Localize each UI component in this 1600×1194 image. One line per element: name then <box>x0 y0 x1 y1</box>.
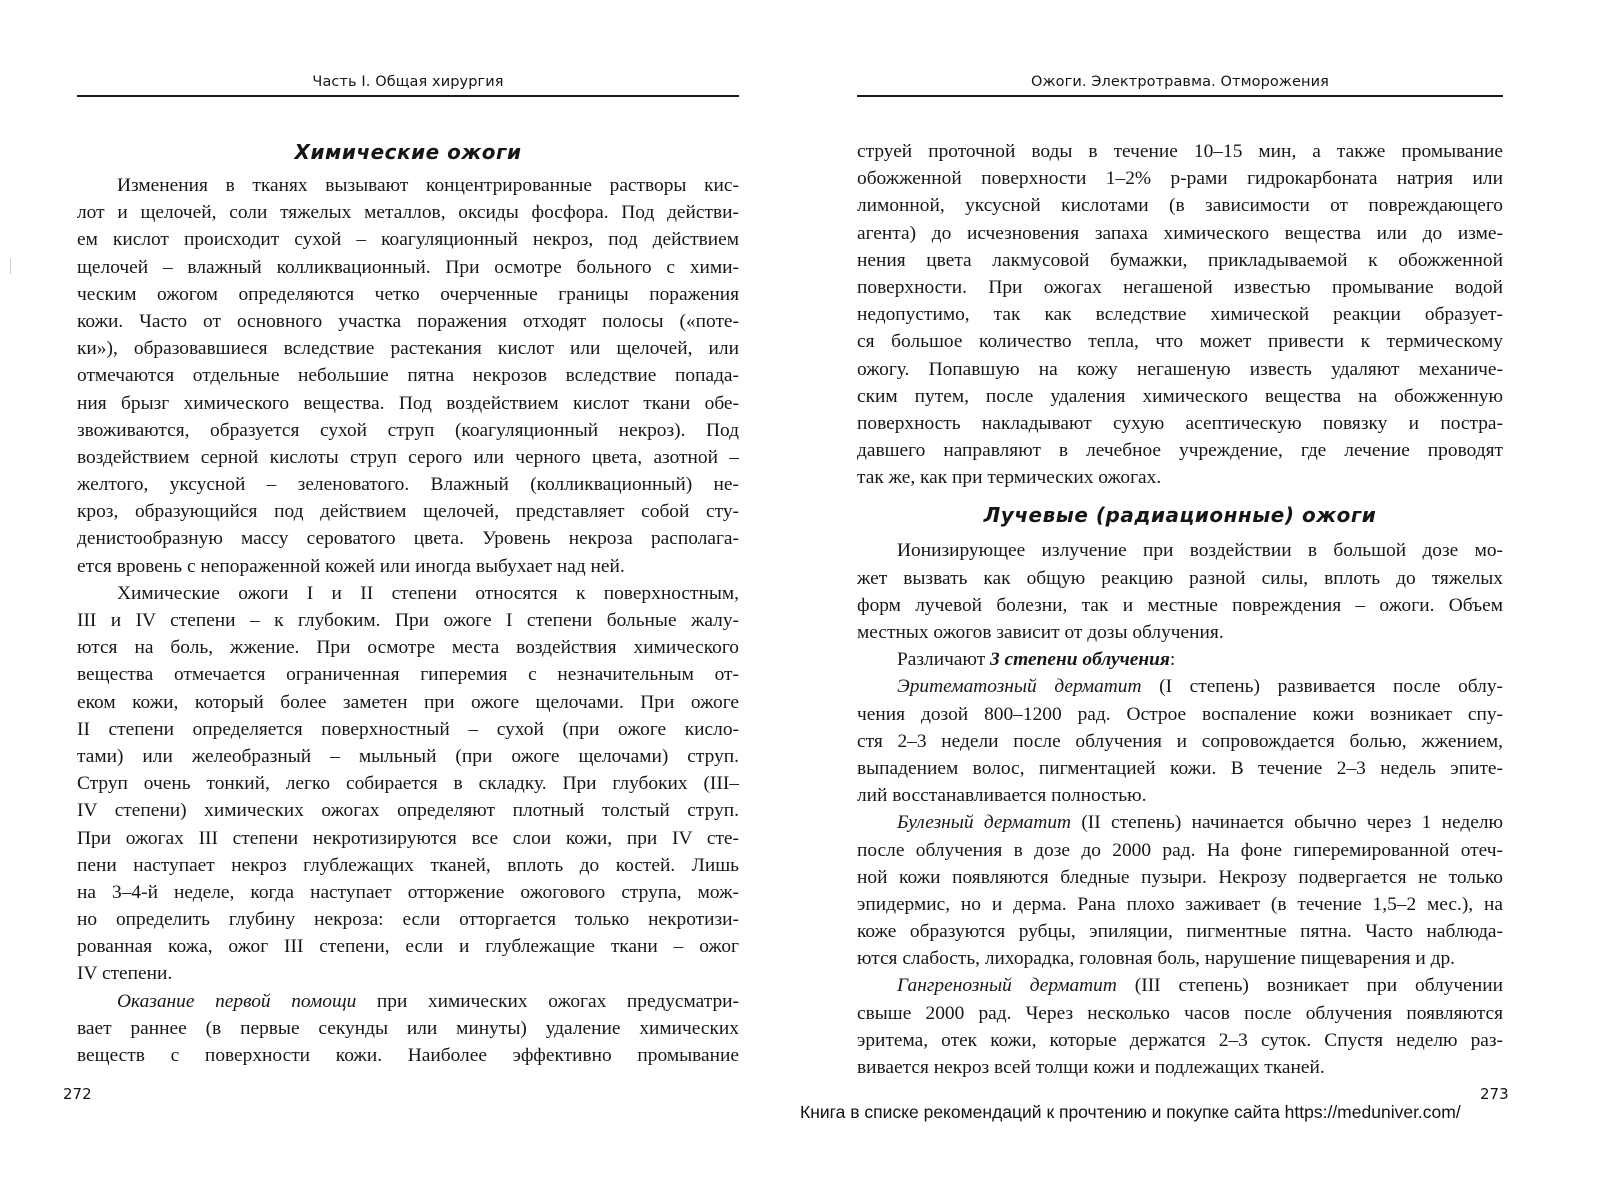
text-line <box>857 673 1503 700</box>
text-line: вещества отмечается ограниченная гиперемия с незначительным от- <box>77 664 739 686</box>
text-run: Различают <box>897 649 991 671</box>
text-line: местных ожогов зависит от дозы облучения. <box>857 622 1224 643</box>
text-line: кожи. Часто от основного участка поражения отходят полосы («поте- <box>77 310 739 332</box>
text-line: звоживаются, образуется сухой струп (коагуляционный некроз). Под <box>77 419 739 441</box>
text-line: ским путем, после удаления химического вещества на обожженную <box>857 385 1503 407</box>
text-run: (III степень) возникает при облучении <box>1116 975 1503 997</box>
text-line: пени наступает некроз глублежащих тканей, вплоть до костей. Лишь <box>77 854 739 876</box>
text-line: лимонной, уксусной кислотами (в зависимости от повреждающего <box>857 195 1503 217</box>
text-line: тами) или желеобразный – мыльный (при ожоге щелочами) струп. <box>77 745 739 767</box>
paragraph <box>77 580 739 988</box>
text-line: обожженной поверхности 1–2% р-рами гидрокарбоната натрия или <box>857 168 1503 190</box>
scan-mark <box>10 258 11 274</box>
text-line <box>857 972 1503 999</box>
text-line: вивается некроз всей толщи кожи и подлежащих тканей. <box>857 1057 1325 1078</box>
text-line: кроз, образующийся под действием щелочей, представляет собой сту- <box>77 501 739 523</box>
text-line: эритема, отек кожи, которые держатся 2–3 суток. Спустя неделю раз- <box>857 1029 1503 1051</box>
page-number-right: 273 <box>1480 1085 1509 1103</box>
text-line: веществ с поверхности кожи. Наиболее эффективно промывание <box>77 1045 739 1066</box>
footer-watermark-note: Книга в списке рекомендаций к прочтению и покупке сайта https://meduniver.com/ <box>800 1102 1461 1122</box>
section-heading-radiation-burns: Лучевые (радиационные) ожоги <box>983 503 1377 528</box>
text-line <box>857 809 1503 836</box>
text-line: Струп очень тонкий, легко собирается в складку. При глубоких (III– <box>77 773 739 795</box>
paragraph-continuation <box>857 138 1503 491</box>
italic-term-bullous: Булезный дерматит <box>897 812 1072 834</box>
text-line: но определить глубину некроза: если отторгается только некротизи- <box>77 909 739 931</box>
text-line: ется вровень с непораженной кожей или иногда выбухает над ней. <box>77 555 625 577</box>
text-line: выпадением волос, пигментацией кожи. В течение 2–3 недель эпите- <box>857 757 1503 779</box>
running-head-right: Ожоги. Электротравма. Отморожения <box>857 74 1503 97</box>
text-line: воздействием серной кислоты струп серого или черного цвета, азотной – <box>77 446 739 468</box>
text-run: при химических ожогах предусматри- <box>356 990 739 1012</box>
text-line: IV степени) химических ожогах определяют плотный толстый струп. <box>77 800 739 822</box>
text-line: Изменения в тканях вызывают концентрированные растворы кис- <box>117 175 739 196</box>
paragraph-degree-1 <box>857 673 1503 809</box>
text-run: : <box>1169 649 1176 671</box>
paragraph <box>857 537 1503 646</box>
text-line: ем кислот происходит сухой – коагуляционный некроз, под действием <box>77 229 739 251</box>
text-line: жет вызвать как общую реакцию разной силы, вплоть до тяжелых <box>857 567 1503 589</box>
text-line: ожогу. Попавшую на кожу негашеную известь удаляют механиче- <box>857 358 1503 380</box>
left-column <box>77 138 739 1069</box>
text-line: рованная кожа, ожог III степени, если и глублежащие ткани – ожог <box>77 936 739 958</box>
page-number-left: 272 <box>63 1085 92 1103</box>
paragraph <box>77 172 739 580</box>
text-line: Химические ожоги I и II степени относятся к поверхностным, <box>117 582 739 604</box>
text-line: ются слабость, лихорадка, головная боль, нарушение пищеварения и др. <box>857 948 1455 970</box>
text-line <box>77 988 739 1015</box>
text-line: II степени определяется поверхностный – сухой (при ожоге кисло- <box>77 718 739 740</box>
text-line: отмечаются отдельные небольшие пятна некрозов вследствие попада- <box>77 365 739 387</box>
running-head-left: Часть I. Общая хирургия <box>77 74 739 97</box>
text-line: свыше 2000 рад. Через несколько часов после облучения появляются <box>857 1002 1503 1024</box>
text-line: При ожогах III степени некротизируются все слои кожи, при IV сте- <box>77 827 739 849</box>
text-line: ся большое количество тепла, что может привести к термическому <box>857 331 1503 353</box>
text-line: после облучения в дозе до 2000 рад. На фоне гиперемированной отеч- <box>857 839 1503 861</box>
section-heading-chemical-burns: Химические ожоги <box>294 140 522 164</box>
text-line: форм лучевой болезни, так и местные повреждения – ожоги. Объем <box>857 594 1503 616</box>
text-line: ки»), образовавшиеся вследствие растекания кислот или щелочей, или <box>77 338 739 360</box>
paragraph-degree-3 <box>857 972 1503 1081</box>
text-line: поверхности. При ожогах негашеной известью промывание водой <box>857 276 1503 298</box>
text-line: желтого, уксусной – зеленоватого. Влажный (колликвационный) не- <box>77 474 739 496</box>
paragraph-first-aid <box>77 988 739 1070</box>
text-line: агента) до исчезновения запаха химического вещества или до изме- <box>857 222 1503 244</box>
italic-term-first-aid: Оказание первой помощи <box>117 990 357 1012</box>
degrees-intro-line <box>857 646 1503 673</box>
text-line: давшего направляют в лечебное учреждение, где лечение проводят <box>857 440 1503 462</box>
text-line: ческим ожогом определяются четко очерченные границы поражения <box>77 283 739 305</box>
text-line: еком кожи, который более заметен при ожоге щелочами. При ожоге <box>77 691 739 713</box>
italic-term-erythematous: Эритематозный дерматит <box>897 676 1142 698</box>
text-line: ной кожи появляются бледные пузыри. Некрозу подвергается не только <box>857 866 1503 888</box>
text-line: поверхность накладывают сухую асептическую повязку и постра- <box>857 412 1503 434</box>
text-line: эпидермис, но и дерма. Рана плохо заживает (в течение 1,5–2 мес.), на <box>857 893 1503 915</box>
text-line: денистообразную массу сероватого цвета. Уровень некроза располага- <box>77 528 739 550</box>
text-line: ются на боль, жжение. При осмотре места воздействия химического <box>77 637 739 659</box>
italic-term-gangrenous: Гангренозный дерматит <box>897 975 1117 997</box>
text-line: на 3–4-й неделе, когда наступает отторжение ожогового струпа, мож- <box>77 881 739 903</box>
text-line: так же, как при термических ожогах. <box>857 467 1162 489</box>
bold-italic-term: 3 степени облучения <box>990 649 1170 671</box>
text-line: коже образуются рубцы, эпиляции, пигментные пятна. Часто наблюда- <box>857 921 1503 943</box>
text-line: струей проточной воды в течение 10–15 мин, а также промывание <box>857 141 1503 162</box>
text-line: недопустимо, так как вследствие химической реакции образует- <box>857 304 1503 326</box>
text-run: (II степень) начинается обычно через 1 неделю <box>1071 812 1504 834</box>
text-line: IV степени. <box>77 963 173 985</box>
text-run: (I степень) развивается после облу- <box>1141 676 1503 698</box>
right-page <box>800 0 1600 1194</box>
text-line: ния брызг химического вещества. Под воздействием кислот ткани обе- <box>77 392 739 414</box>
text-line: вает раннее (в первые секунды или минуты) удаление химических <box>77 1017 739 1039</box>
text-line: стя 2–3 недели после облучения и сопровождается болью, жжением, <box>857 730 1503 752</box>
text-line: III и IV степени – к глубоким. При ожоге I степени больные жалу- <box>77 610 739 631</box>
text-line: нения цвета лакмусовой бумажки, прикладываемой к обожженной <box>857 249 1503 271</box>
text-line: лий восстанавливается полностью. <box>857 785 1147 807</box>
text-line: щелочей – влажный колликвационный. При осмотре больного с хими- <box>77 256 739 278</box>
text-line: чения дозой 800–1200 рад. Острое воспаление кожи возникает спу- <box>857 703 1503 725</box>
right-column <box>857 138 1503 1081</box>
text-line: Ионизирующее излучение при воздействии в большой дозе мо- <box>897 540 1503 562</box>
paragraph-degree-2 <box>857 809 1503 972</box>
text-line: лот и щелочей, соли тяжелых металлов, оксиды фосфора. Под действи- <box>77 202 739 224</box>
